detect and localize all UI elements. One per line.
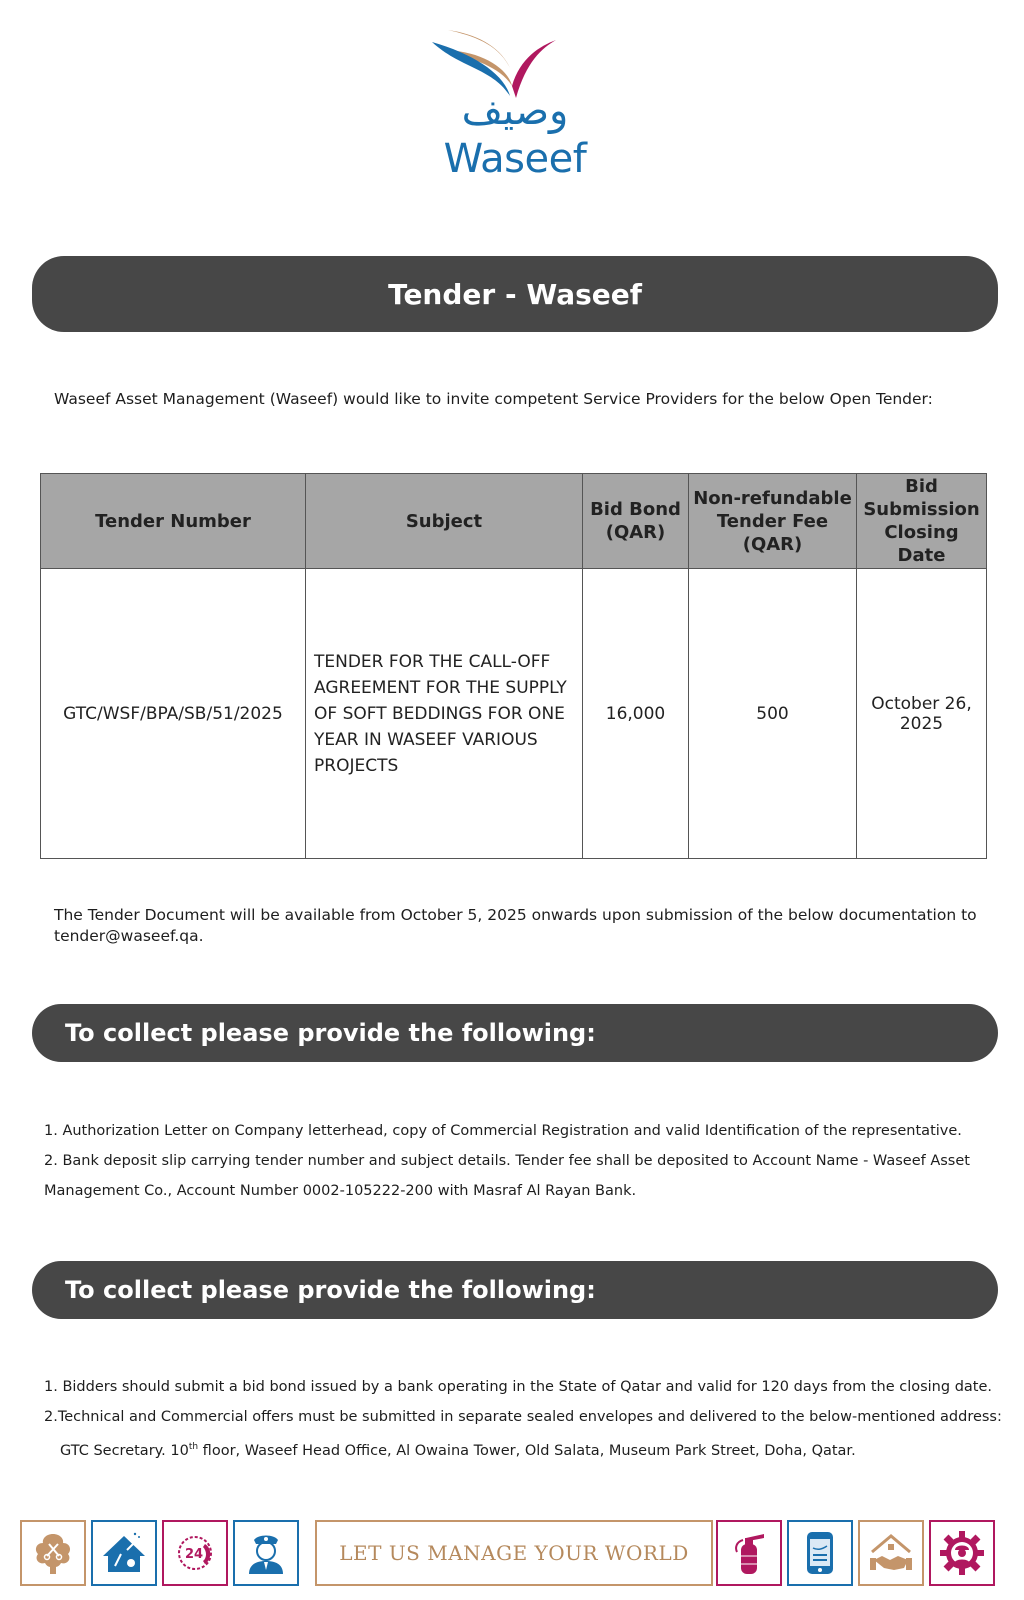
section2-item-2: 2.Technical and Commercial offers must be submitted in separate sealed envelopes and delivered to the below-mentioned address: [44,1409,1002,1425]
intro-text: Waseef Asset Management (Waseef) would like to invite competent Service Providers for the below Open Tender: [54,390,933,408]
section1-heading: To collect please provide the following: [32,1004,998,1062]
landscaping-icon [30,1530,76,1576]
title-banner: Tender - Waseef [32,256,998,332]
maintenance-worker-icon [939,1530,985,1576]
cell-tender-fee: 500 [689,569,857,859]
mobile-app-icon [797,1530,843,1576]
property-tile [858,1520,924,1586]
header-tender-number: Tender Number [41,474,306,569]
section2-list [44,1372,1004,1466]
cell-subject: TENDER FOR THE CALL-OFF AGREEMENT FOR THE SUPPLY OF SOFT BEDDINGS FOR ONE YEAR IN WASEEF VARIOUS PROJECTS [306,569,583,859]
cleaning-tile [91,1520,157,1586]
waseef-logo [430,28,600,182]
logo-arabic-text: وصيف [461,88,569,134]
availability-text: The Tender Document will be available from October 5, 2025 onwards upon submission of the below documentation to tender@waseef.qa. [54,906,977,945]
landscaping-tile [20,1520,86,1586]
tender-table [40,473,987,859]
header-tender-fee: Non-refundable Tender Fee (QAR) [689,474,857,569]
header-bid-bond: Bid Bond (QAR) [583,474,689,569]
cell-closing-date: October 26, 2025 [857,569,987,859]
cell-tender-number: GTC/WSF/BPA/SB/51/2025 [41,569,306,859]
property-handshake-icon [868,1530,914,1576]
fire-extinguisher-icon [726,1530,772,1576]
section1-list [44,1116,1004,1206]
address-ordinal: th [188,1442,199,1452]
cleaning-icon [101,1530,147,1576]
table-row [41,569,987,859]
fire-safety-tile [716,1520,782,1586]
cell-bid-bond: 16,000 [583,569,689,859]
maintenance-tile [929,1520,995,1586]
address-part-2: floor, Waseef Head Office, Al Owaina Tower, Old Salata, Museum Park Street, Doha, Qatar. [198,1442,856,1459]
security-tile [233,1520,299,1586]
section1-item-2-cont: Management Co., Account Number 0002-105222-200 with Masraf Al Rayan Bank. [44,1183,637,1199]
table-header-row [41,474,987,569]
address-part-1: GTC Secretary. 10 [60,1442,189,1459]
slogan-banner: LET US MANAGE YOUR WORLD [315,1520,713,1586]
mobile-app-tile [787,1520,853,1586]
section1-item-1: 1. Authorization Letter on Company letterhead, copy of Commercial Registration and valid Identification of the representative. [44,1123,962,1139]
support-24-tile [162,1520,228,1586]
header-closing-date: Bid Submission Closing Date [857,474,987,569]
section1-item-2: 2. Bank deposit slip carrying tender number and subject details. Tender fee shall be deposited to Account Name - Waseef Asset [44,1153,970,1169]
footer-service-strip [0,1520,1024,1586]
header-subject: Subject [306,474,583,569]
delivery-address [44,1432,1004,1466]
section2-item-1: 1. Bidders should submit a bid bond issued by a bank operating in the State of Qatar and valid for 120 days from the closing date. [44,1379,992,1395]
section2-heading: To collect please provide the following: [32,1261,998,1319]
security-guard-icon [243,1530,289,1576]
support-24-badge: 24 [184,1547,204,1562]
support-24-icon [172,1530,218,1576]
logo-text: Waseef [443,136,587,182]
